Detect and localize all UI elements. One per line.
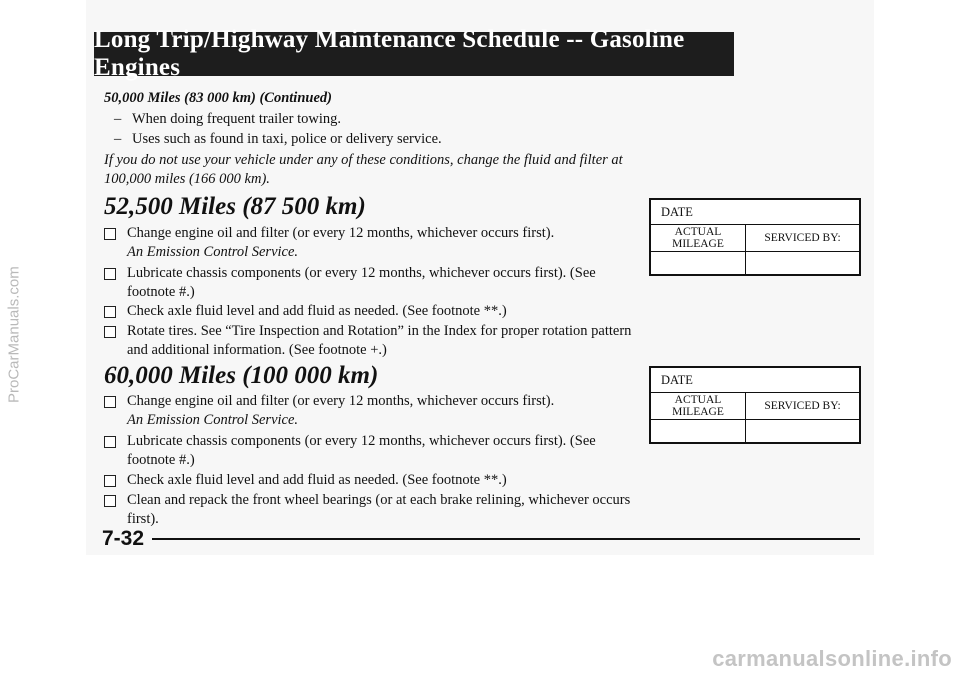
item-text: Check axle fluid level and add fluid as needed. (See footnote **.) xyxy=(127,303,507,319)
item-text: Lubricate chassis components (or every 12 months, whichever occurs first). (See footnote #.) xyxy=(127,433,596,468)
checkbox[interactable] xyxy=(104,436,116,448)
serviced-by-label: SERVICED BY: xyxy=(746,393,861,420)
actual-mileage-label-line-1: ACTUAL xyxy=(674,226,722,238)
section-title-52500: 52,500 Miles (87 500 km) xyxy=(104,193,366,220)
continued-line-text: When doing frequent trailer towing. xyxy=(132,111,341,127)
checklist-item xyxy=(104,302,634,321)
checklist-item xyxy=(104,491,634,529)
service-record-table xyxy=(649,366,861,444)
item-subtext: An Emission Control Service. xyxy=(127,412,299,428)
date-field[interactable]: DATE xyxy=(650,199,860,225)
page-banner: Long Trip/Highway Maintenance Schedule -- Gasoline Engines xyxy=(94,32,734,76)
checkbox[interactable] xyxy=(104,396,116,408)
checklist-item xyxy=(104,322,634,360)
checkbox[interactable] xyxy=(104,475,116,487)
actual-mileage-label xyxy=(650,225,746,252)
actual-mileage-label-line-1: ACTUAL xyxy=(674,394,722,406)
item-text: Lubricate chassis components (or every 12 months, whichever occurs first). (See footnote #.) xyxy=(127,265,596,300)
item-text: Check axle fluid level and add fluid as needed. (See footnote **.) xyxy=(127,472,507,488)
serviced-by-label: SERVICED BY: xyxy=(746,225,861,252)
checklist-item xyxy=(104,432,634,470)
date-field[interactable]: DATE xyxy=(650,367,860,393)
item-text: Rotate tires. See “Tire Inspection and Rotation” in the Index for proper rotation pattern and additional information. (See footnote +.) xyxy=(127,323,632,358)
dash-marker: – xyxy=(114,111,122,127)
checkbox[interactable] xyxy=(104,306,116,318)
checkbox[interactable] xyxy=(104,228,116,240)
item-text: Change engine oil and filter (or every 12 months, whichever occurs first). xyxy=(127,393,555,409)
actual-mileage-label-line-2: MILEAGE xyxy=(672,238,724,250)
actual-mileage-label-line-2: MILEAGE xyxy=(672,406,724,418)
service-record-table xyxy=(649,198,861,276)
actual-mileage-field[interactable] xyxy=(650,252,746,276)
checkbox[interactable] xyxy=(104,268,116,280)
bottom-watermark: carmanualsonline.info xyxy=(712,646,952,671)
checklist-item xyxy=(104,392,634,430)
actual-mileage-field[interactable] xyxy=(650,420,746,444)
item-subtext: An Emission Control Service. xyxy=(127,244,299,260)
continued-line-text: Uses such as found in taxi, police or delivery service. xyxy=(132,131,442,147)
continued-heading: 50,000 Miles (83 000 km) (Continued) xyxy=(104,90,332,106)
checklist-item xyxy=(104,264,634,302)
dash-marker: – xyxy=(114,131,122,147)
checklist-item xyxy=(104,224,634,262)
checkbox[interactable] xyxy=(104,326,116,338)
serviced-by-field[interactable] xyxy=(746,420,861,444)
side-watermark: ProCarManuals.com xyxy=(5,266,23,404)
actual-mileage-label xyxy=(650,393,746,420)
section-title-60000: 60,000 Miles (100 000 km) xyxy=(104,362,379,389)
serviced-by-field[interactable] xyxy=(746,252,861,276)
item-text: Change engine oil and filter (or every 12 months, whichever occurs first). xyxy=(127,225,555,241)
item-text: Clean and repack the front wheel bearings (or at each brake relining, whichever occurs first). xyxy=(127,492,631,527)
checkbox[interactable] xyxy=(104,495,116,507)
page-number: 7-32 xyxy=(102,527,145,550)
continued-note: If you do not use your vehicle under any of these conditions, change the fluid and filter at 100,000 miles (166 000 km). xyxy=(104,152,623,187)
checklist-item xyxy=(104,471,634,490)
footer-rule xyxy=(152,538,860,540)
continued-line-1 xyxy=(114,111,341,128)
continued-line-2 xyxy=(114,131,442,148)
